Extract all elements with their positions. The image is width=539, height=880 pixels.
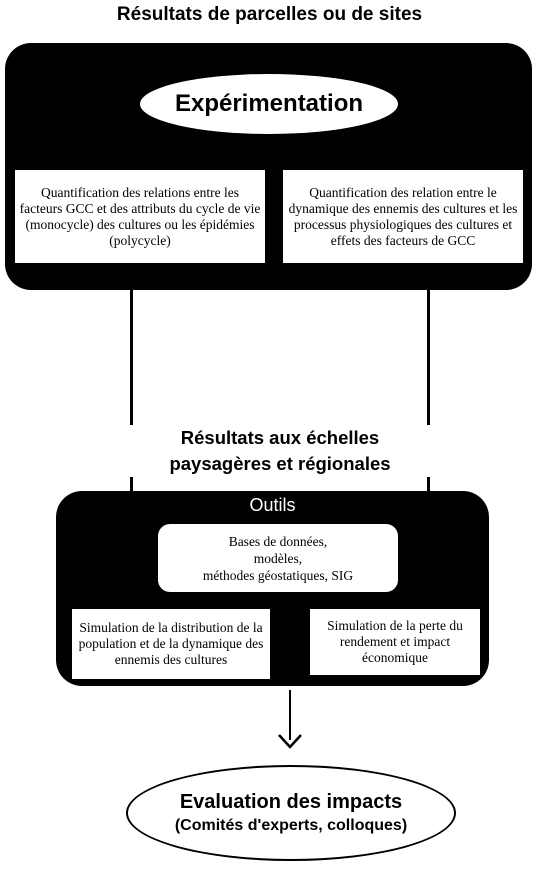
experimentation-right-text: Quantification des relation entre le dynamique des ennemis des cultures et les processus physiologiques des cultures et effets des facteurs de GCC: [288, 184, 518, 248]
middle-title-line1: Résultats aux échelles: [180, 427, 380, 448]
outils-left-box: [72, 609, 270, 679]
evaluation-subtitle: (Comités d'experts, colloques): [174, 817, 408, 834]
outils-center-line1: Bases de données,: [228, 533, 328, 549]
experimentation-ellipse: [140, 74, 398, 134]
outils-center-line2: modèles,: [253, 550, 303, 566]
outils-right-box: [310, 609, 480, 675]
experimentation-left-box: [15, 170, 265, 263]
experimentation-label: Expérimentation: [174, 90, 364, 117]
experimentation-left-text: Quantification des relations entre les facteurs GCC et des attributs du cycle de vie (monocycle) des cultures ou les épidémies (polycycle): [19, 184, 261, 248]
experimentation-right-box: [283, 170, 523, 263]
outils-label: Outils: [249, 495, 296, 515]
outils-left-text: Simulation de la distribution de la population et de la dynamique des ennemis des cultures: [78, 620, 264, 667]
outils-right-text: Simulation de la perte du rendement et impact économique: [327, 618, 463, 665]
top-title: Résultats de parcelles ou de sites: [116, 4, 423, 25]
outils-center-box: [158, 524, 398, 592]
arrow-down-icon: [277, 732, 303, 750]
middle-title: [120, 425, 440, 477]
middle-title-line2: paysagères et régionales: [169, 453, 391, 474]
outils-center-line3: méthodes géostatiques, SIG: [202, 567, 354, 583]
evaluation-title: Evaluation des impacts: [179, 791, 403, 813]
evaluation-ellipse: [126, 765, 456, 861]
